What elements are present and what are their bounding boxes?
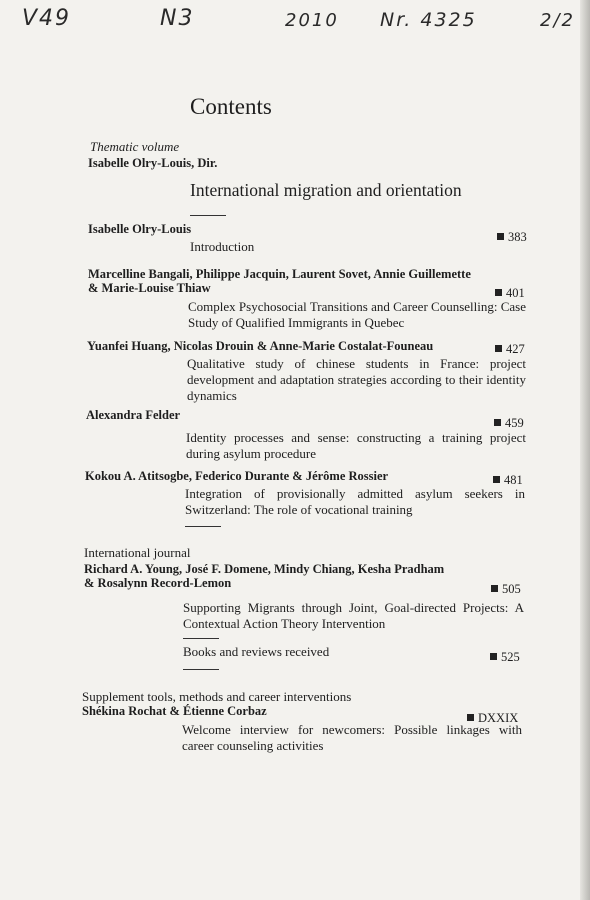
square-bullet-icon	[495, 345, 502, 352]
entry-authors: Marcelline Bangali, Philippe Jacquin, Laurent Sovet, Annie Guillemette	[88, 267, 471, 281]
entry-title: Welcome interview for newcomers: Possible linkages with career counseling activities	[182, 722, 522, 753]
entry-title: Integration of provisionally admitted asylum seekers in Switzerland: The role of vocational training	[185, 486, 525, 517]
entry-page: 505	[491, 582, 521, 597]
entry-title: Identity processes and sense: constructing a training project during asylum procedure	[186, 430, 526, 461]
journal-label: International journal	[84, 545, 191, 560]
handwritten-number: N3	[160, 6, 195, 31]
entry-page: 383	[497, 230, 527, 245]
square-bullet-icon	[491, 585, 498, 592]
entry-authors: Isabelle Olry-Louis	[88, 222, 192, 236]
entry-authors: Kokou A. Atitsogbe, Federico Durante & Jérôme Rossier	[85, 469, 389, 483]
divider	[185, 526, 221, 527]
issue-title: International migration and orientation	[190, 180, 462, 200]
thematic-editor: Isabelle Olry-Louis, Dir.	[88, 156, 218, 170]
thematic-label: Thematic volume	[90, 139, 180, 154]
divider	[183, 669, 219, 670]
books-page: 525	[490, 650, 520, 665]
square-bullet-icon	[495, 289, 502, 296]
entry-title: Introduction	[190, 239, 255, 254]
handwritten-part: 2/2	[540, 10, 575, 31]
handwritten-year: 2010	[285, 10, 339, 31]
entry-authors: Yuanfei Huang, Nicolas Drouin & Anne-Marie Costalat-Founeau	[87, 339, 434, 353]
page-edge-shadow	[580, 0, 590, 900]
entry-page: 401	[495, 286, 525, 301]
square-bullet-icon	[467, 714, 474, 721]
contents-heading: Contents	[190, 94, 272, 119]
entry-page: 459	[494, 416, 524, 431]
square-bullet-icon	[493, 476, 500, 483]
entry-authors: & Marie-Louise Thiaw	[88, 281, 211, 295]
divider	[190, 215, 226, 216]
entry-title: Qualitative study of chinese students in France: project development and adaptation strategies according to their identity dynamics	[187, 356, 526, 403]
supplement-label: Supplement tools, methods and career interventions	[82, 689, 352, 704]
entry-authors: Richard A. Young, José F. Domene, Mindy Chiang, Kesha Pradham	[84, 562, 445, 576]
divider	[183, 638, 219, 639]
books-title: Books and reviews received	[183, 644, 330, 659]
entry-page: 427	[495, 342, 525, 357]
handwritten-reference: Nr. 4325	[380, 9, 477, 31]
square-bullet-icon	[490, 653, 497, 660]
entry-authors: Shékina Rochat & Étienne Corbaz	[82, 704, 267, 718]
entry-page: 481	[493, 473, 523, 488]
handwritten-volume: V49	[22, 6, 72, 31]
square-bullet-icon	[494, 419, 501, 426]
entry-authors: Alexandra Felder	[86, 408, 181, 422]
entry-title: Complex Psychosocial Transitions and Career Counselling: Case Study of Qualified Immigrants in Quebec	[188, 299, 526, 330]
entry-page: DXXIX	[467, 711, 518, 726]
entry-title: Supporting Migrants through Joint, Goal-directed Projects: A Contextual Action Theory Intervention	[183, 600, 524, 631]
entry-authors: & Rosalynn Record-Lemon	[84, 576, 232, 590]
